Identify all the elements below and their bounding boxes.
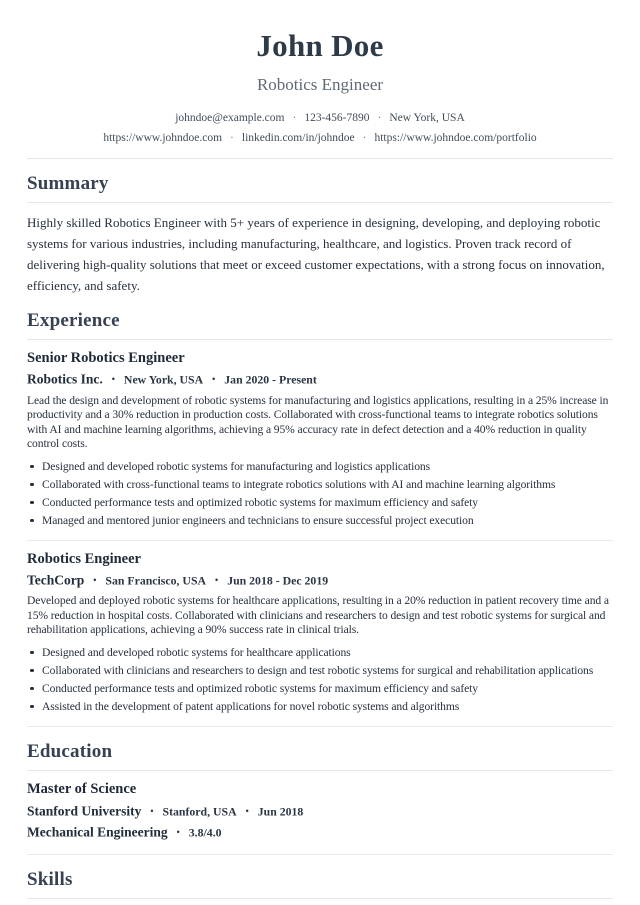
education-meta bbox=[27, 803, 613, 820]
meta-dot: • bbox=[212, 374, 216, 384]
job-bullet: Collaborated with cross-functional teams to integrate robotics solutions with AI and machine learning algorithms bbox=[27, 478, 613, 491]
major-name: Mechanical Engineering bbox=[27, 824, 168, 840]
experience-entry bbox=[27, 340, 613, 541]
contact-portfolio: https://www.johndoe.com/portfolio bbox=[374, 132, 537, 144]
contact-email: johndoe@example.com bbox=[175, 112, 285, 124]
contact-separator: · bbox=[230, 132, 234, 144]
job-bullet: Designed and developed robotic systems for healthcare applications bbox=[27, 646, 613, 659]
school-location: Stanford, USA bbox=[162, 804, 237, 818]
contact-block bbox=[27, 108, 613, 148]
education-major-line bbox=[27, 824, 613, 841]
contact-separator: · bbox=[362, 132, 367, 144]
meta-dot: • bbox=[215, 574, 219, 585]
job-dates: Jun 2018 - Dec 2019 bbox=[227, 573, 329, 587]
summary-heading-rule bbox=[27, 202, 613, 203]
candidate-title: Robotics Engineer bbox=[256, 75, 384, 94]
job-bullet: Conducted performance tests and optimized robotic systems for maximum efficiency and safety bbox=[27, 496, 613, 509]
contact-website: https://www.johndoe.com bbox=[103, 132, 223, 144]
education-heading: Education bbox=[27, 740, 113, 762]
contact-separator: · bbox=[377, 112, 382, 124]
job-description: Lead the design and development of robotic systems for manufacturing and logistics applications, resulting in a 25% increase in productivity and a 30% reduction in production costs. Collaborated with cross-functional teams to integrate robotics solutions with AI and machine learning algorithms, achieving a 95% accuracy rate in defect detection and a 40% reduction in quality control costs. bbox=[27, 393, 609, 450]
contact-phone: 123-456-7890 bbox=[304, 112, 370, 124]
job-location: New York, USA bbox=[123, 372, 204, 387]
contact-location: New York, USA bbox=[389, 112, 465, 124]
gpa-value: 3.8/4.0 bbox=[188, 825, 222, 840]
entry-divider bbox=[27, 726, 613, 727]
entry-divider bbox=[27, 854, 613, 855]
summary-heading: Summary bbox=[27, 173, 109, 194]
summary-text: Highly skilled Robotics Engineer with 5+ years of experience in designing, developing, and deploying robotic systems for various industries, including manufacturing, healthcare, and logistics. Proven track record of delivering high-quality solutions that meet or exceed customer expectations, with a strong focus on innovation, efficiency, and safety. bbox=[27, 215, 605, 293]
education-entry bbox=[27, 771, 613, 855]
skills-heading: Skills bbox=[27, 868, 73, 890]
job-bullet-list bbox=[27, 460, 613, 527]
contact-separator: · bbox=[292, 112, 297, 124]
job-meta bbox=[27, 371, 613, 388]
job-bullet: Conducted performance tests and optimized robotic systems for maximum efficiency and safety bbox=[27, 682, 613, 695]
section-skills bbox=[27, 867, 613, 899]
job-title: Robotics Engineer bbox=[27, 550, 141, 567]
job-title: Senior Robotics Engineer bbox=[27, 350, 185, 366]
degree-title: Master of Science bbox=[27, 780, 137, 797]
job-bullet: Assisted in the development of patent applications for novel robotic systems and algorithms bbox=[27, 700, 613, 713]
job-location: San Francisco, USA bbox=[105, 573, 207, 587]
school-name: Stanford University bbox=[27, 803, 142, 818]
job-bullet-list bbox=[27, 646, 613, 713]
contact-linkedin: linkedin.com/in/johndoe bbox=[241, 132, 355, 144]
experience-entry bbox=[27, 541, 613, 727]
job-bullet: Managed and mentored junior engineers and technicians to ensure successful project execution bbox=[27, 514, 613, 527]
job-bullet: Collaborated with clinicians and researchers to design and test robotic systems for surgical and rehabilitation applications bbox=[27, 664, 613, 677]
meta-dot: • bbox=[93, 574, 97, 585]
section-summary bbox=[27, 171, 613, 296]
header-divider bbox=[27, 158, 613, 159]
contact-line-2 bbox=[27, 128, 613, 148]
job-company: Robotics Inc. bbox=[27, 371, 103, 387]
meta-dot: • bbox=[150, 805, 154, 816]
job-meta bbox=[27, 572, 613, 589]
job-dates: Jan 2020 - Present bbox=[224, 372, 317, 387]
meta-dot: • bbox=[245, 805, 249, 816]
graduation-date: Jun 2018 bbox=[257, 804, 304, 818]
job-description: Developed and deployed robotic systems for healthcare applications, resulting in a 20% reduction in patient recovery time and a 15% reduction in hospital costs. Collaborated with clinicians and researchers to design and test robotic systems for surgical and rehabilitation applications, achieving a 90% success rate in clinical trials. bbox=[27, 594, 609, 636]
section-experience bbox=[27, 308, 613, 727]
experience-heading: Experience bbox=[27, 310, 120, 331]
skills-heading-rule bbox=[27, 898, 613, 899]
section-education bbox=[27, 739, 613, 855]
job-company: TechCorp bbox=[27, 572, 85, 587]
candidate-name: John Doe bbox=[256, 28, 384, 63]
job-bullet: Designed and developed robotic systems for manufacturing and logistics applications bbox=[27, 460, 613, 473]
meta-dot: • bbox=[111, 374, 115, 384]
meta-dot: • bbox=[176, 827, 180, 837]
resume-header bbox=[27, 30, 613, 148]
contact-line-1 bbox=[27, 108, 613, 128]
